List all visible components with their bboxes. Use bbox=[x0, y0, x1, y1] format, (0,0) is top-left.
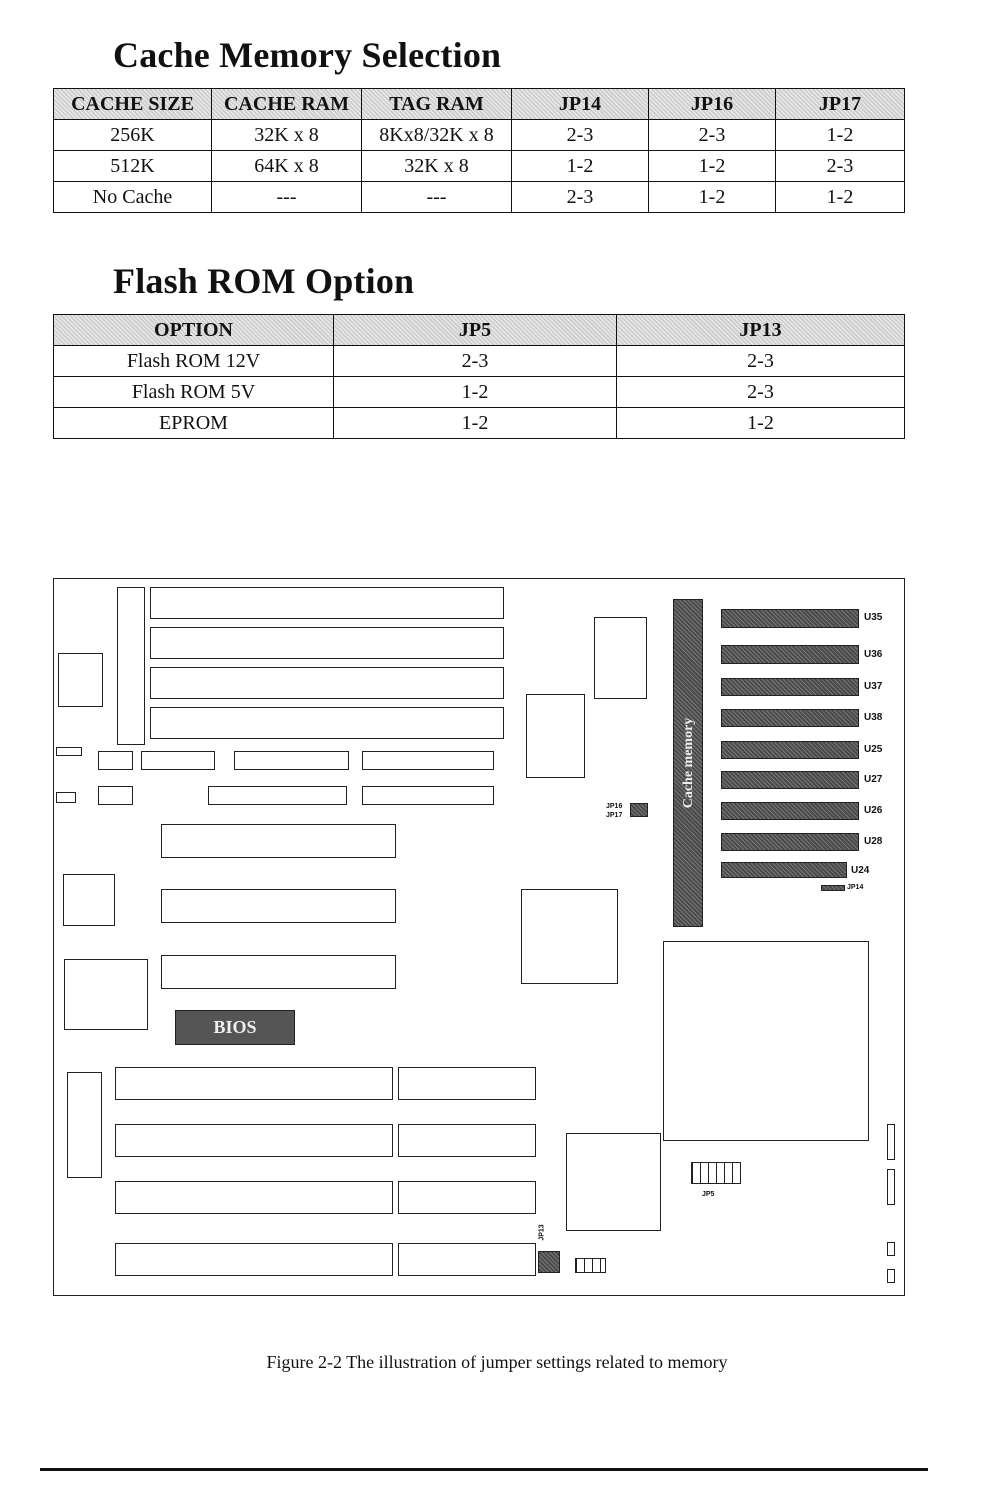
sram-chip bbox=[721, 645, 859, 664]
chip-label: U28 bbox=[864, 836, 883, 847]
chip-label: U37 bbox=[864, 681, 883, 692]
expansion-slot bbox=[150, 667, 504, 699]
small-connector bbox=[887, 1169, 895, 1205]
header-cell: JP17 bbox=[776, 89, 905, 120]
table-row bbox=[54, 408, 905, 439]
table-cell: 1-2 bbox=[776, 182, 905, 213]
small-connector bbox=[887, 1242, 895, 1256]
jumper-block bbox=[575, 1258, 606, 1273]
jp14-jumper bbox=[821, 885, 845, 891]
chip bbox=[521, 889, 618, 984]
table-cell: 1-2 bbox=[649, 182, 776, 213]
isa-slot bbox=[115, 1124, 393, 1157]
chip-label: U24 bbox=[851, 865, 870, 876]
sram-chip bbox=[721, 709, 859, 727]
chip bbox=[566, 1133, 661, 1231]
header-cell: JP13 bbox=[617, 315, 905, 346]
bottom-rule bbox=[40, 1468, 928, 1471]
table-cell: 32K x 8 bbox=[362, 151, 512, 182]
sram-chip bbox=[721, 609, 859, 628]
chip bbox=[64, 959, 148, 1030]
jp16-jumper bbox=[630, 803, 648, 817]
chip-label: U26 bbox=[864, 805, 883, 816]
table-row bbox=[54, 151, 905, 182]
jp5-jumper bbox=[691, 1162, 741, 1184]
table-cell: 32K x 8 bbox=[212, 120, 362, 151]
isa-slot bbox=[398, 1243, 536, 1276]
sram-chip bbox=[721, 862, 847, 878]
small-connector bbox=[56, 792, 76, 803]
header-cell: OPTION bbox=[54, 315, 334, 346]
chip-label: U38 bbox=[864, 712, 883, 723]
simm-slot bbox=[161, 955, 396, 989]
simm-slot bbox=[161, 824, 396, 858]
table-cell: 256K bbox=[54, 120, 212, 151]
simm-slot bbox=[161, 889, 396, 923]
jp5-label: JP5 bbox=[702, 1191, 715, 1198]
isa-slot bbox=[398, 1181, 536, 1214]
jp13-jumper bbox=[538, 1251, 560, 1273]
sram-chip bbox=[721, 833, 859, 851]
table-row bbox=[54, 182, 905, 213]
cache-section-title: Cache Memory Selection bbox=[113, 35, 502, 75]
table-cell: 1-2 bbox=[649, 151, 776, 182]
header-cell: CACHE RAM bbox=[212, 89, 362, 120]
small-connector bbox=[56, 747, 82, 756]
expansion-slot bbox=[150, 587, 504, 619]
sram-chip bbox=[721, 802, 859, 820]
table-cell: 2-3 bbox=[617, 346, 905, 377]
header-cell: JP5 bbox=[334, 315, 617, 346]
table-row bbox=[54, 346, 905, 377]
table-row bbox=[54, 377, 905, 408]
sram-chip bbox=[721, 771, 859, 789]
header-cell: TAG RAM bbox=[362, 89, 512, 120]
table-cell: 1-2 bbox=[776, 120, 905, 151]
table-cell: 2-3 bbox=[776, 151, 905, 182]
table-row bbox=[54, 120, 905, 151]
sram-chip bbox=[721, 678, 859, 696]
isa-slot bbox=[115, 1181, 393, 1214]
table-cell: 1-2 bbox=[334, 377, 617, 408]
chip bbox=[594, 617, 647, 699]
chip-label: U27 bbox=[864, 774, 883, 785]
table-cell: EPROM bbox=[54, 408, 334, 439]
table-cell: 2-3 bbox=[617, 377, 905, 408]
header-cell: JP16 bbox=[649, 89, 776, 120]
connector bbox=[67, 1072, 102, 1178]
table-cell: 1-2 bbox=[512, 151, 649, 182]
cache-table-header bbox=[54, 89, 905, 120]
chip bbox=[362, 751, 494, 770]
flash-section-title: Flash ROM Option bbox=[113, 261, 415, 301]
cpu-socket bbox=[663, 941, 869, 1141]
chip bbox=[208, 786, 347, 805]
isa-slot bbox=[398, 1067, 536, 1100]
chip bbox=[98, 786, 133, 805]
table-cell: 64K x 8 bbox=[212, 151, 362, 182]
table-cell: 2-3 bbox=[512, 182, 649, 213]
table-cell: 2-3 bbox=[334, 346, 617, 377]
table-cell: 1-2 bbox=[617, 408, 905, 439]
small-connector bbox=[887, 1269, 895, 1283]
chip bbox=[362, 786, 494, 805]
chip-label: U36 bbox=[864, 649, 883, 660]
table-cell: No Cache bbox=[54, 182, 212, 213]
left-connector bbox=[117, 587, 145, 745]
jp13-label: JP13 bbox=[538, 1224, 546, 1241]
chip-label: U25 bbox=[864, 744, 883, 755]
chip bbox=[58, 653, 103, 707]
cache-memory-label: Cache memory bbox=[681, 717, 696, 809]
table-cell: 2-3 bbox=[649, 120, 776, 151]
motherboard-diagram bbox=[53, 578, 905, 1296]
chip bbox=[98, 751, 133, 770]
expansion-slot bbox=[150, 627, 504, 659]
figure-caption: Figure 2-2 The illustration of jumper settings related to memory bbox=[266, 1352, 728, 1372]
chip bbox=[63, 874, 115, 926]
flash-table-header bbox=[54, 315, 905, 346]
table-cell: --- bbox=[212, 182, 362, 213]
table-cell: Flash ROM 5V bbox=[54, 377, 334, 408]
cache-memory-column bbox=[673, 599, 703, 927]
table-cell: 1-2 bbox=[334, 408, 617, 439]
header-cell: JP14 bbox=[512, 89, 649, 120]
chip-label: U35 bbox=[864, 612, 883, 623]
jp16-label: JP16 bbox=[606, 803, 623, 810]
header-cell: CACHE SIZE bbox=[54, 89, 212, 120]
table-cell: Flash ROM 12V bbox=[54, 346, 334, 377]
isa-slot bbox=[115, 1243, 393, 1276]
table-cell: --- bbox=[362, 182, 512, 213]
sram-chip bbox=[721, 741, 859, 759]
cache-table bbox=[53, 88, 905, 213]
jp14-label: JP14 bbox=[847, 884, 864, 891]
flash-table bbox=[53, 314, 905, 439]
table-cell: 8Kx8/32K x 8 bbox=[362, 120, 512, 151]
expansion-slot bbox=[150, 707, 504, 739]
table-cell: 512K bbox=[54, 151, 212, 182]
chip bbox=[526, 694, 585, 778]
isa-slot bbox=[115, 1067, 393, 1100]
bios-chip bbox=[175, 1010, 295, 1045]
table-cell: 2-3 bbox=[512, 120, 649, 151]
jp17-label: JP17 bbox=[606, 812, 623, 819]
chip bbox=[141, 751, 215, 770]
isa-slot bbox=[398, 1124, 536, 1157]
bios-label: BIOS bbox=[213, 1017, 257, 1037]
small-connector bbox=[887, 1124, 895, 1160]
chip bbox=[234, 751, 349, 770]
